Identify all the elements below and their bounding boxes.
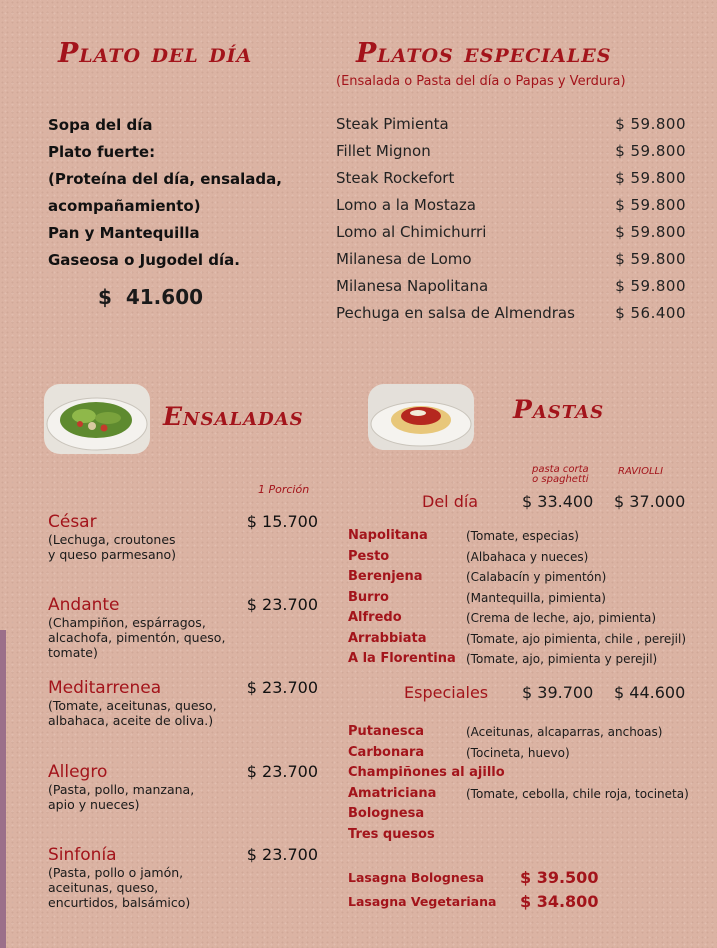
salad-item-andante	[48, 595, 318, 660]
item-name: A la Florentina	[348, 651, 456, 666]
item-desc: albahaca, aceite de oliva.)	[48, 713, 214, 728]
item-name: Meditarrenea	[48, 678, 162, 698]
item-name: Napolitana	[348, 528, 428, 543]
plato-line: Plato fuerte:	[48, 143, 156, 161]
item-desc: (Tomate, cebolla, chile roja, tocineta)	[466, 786, 689, 801]
pasta-especiales-row	[404, 683, 685, 702]
ensaladas-portion-label: 1 Porción	[258, 483, 310, 496]
item-desc: (Tomate, ajo, pimienta y perejil)	[466, 652, 658, 666]
item-name: Milanesa Napolitana	[336, 277, 489, 295]
item-desc: alcachofa, pimentón, queso,	[48, 630, 226, 645]
item-name: Lomo a la Mostaza	[336, 196, 476, 214]
item-desc: apio y nueces)	[48, 797, 140, 812]
price-pasta: $ 33.400	[522, 492, 594, 511]
price-ravioli: $ 44.600	[614, 683, 686, 702]
item-name: Arrabbiata	[348, 630, 427, 646]
salad-item-allegro	[48, 762, 318, 812]
list-item	[348, 763, 689, 784]
pasta-del-dia-row	[422, 492, 685, 511]
plato-line: Pan y Mantequilla	[48, 224, 200, 242]
plato-del-dia-lines	[48, 112, 282, 274]
item-name: Andante	[48, 595, 120, 615]
item-desc: (Crema de leche, ajo, pimienta)	[466, 611, 657, 625]
list-item	[348, 649, 686, 670]
item-name: Allegro	[48, 762, 108, 782]
item-price: $ 34.800	[520, 892, 599, 911]
item-name: Berenjena	[348, 569, 423, 584]
item-price: $ 59.800	[615, 223, 686, 241]
price-ravioli: $ 37.000	[614, 492, 686, 511]
item-desc: (Aceitunas, alcaparras, anchoas)	[466, 725, 663, 739]
pasta-del-dia-list	[348, 526, 686, 670]
item-price: $ 39.500	[520, 868, 599, 887]
item-price: $ 23.700	[246, 678, 318, 697]
list-item	[348, 866, 598, 890]
item-desc: (Tocineta, huevo)	[466, 745, 570, 760]
list-item	[348, 722, 689, 743]
list-item	[336, 192, 686, 219]
item-desc: (Albahaca y nueces)	[466, 549, 589, 564]
platos-especiales-subtitle: (Ensalada o Pasta del día o Papas y Verdura)	[336, 74, 626, 89]
list-item	[336, 246, 686, 273]
item-desc: (Pasta, pollo o jamón,	[48, 865, 184, 880]
item-price: $ 59.800	[615, 196, 686, 214]
item-price: $ 23.700	[246, 595, 318, 614]
item-price: $ 59.800	[615, 142, 686, 160]
pasta-especiales-list	[348, 722, 689, 845]
item-name: Pesto	[348, 548, 390, 564]
list-item	[336, 273, 686, 300]
list-item	[348, 608, 686, 629]
item-price: $ 59.800	[615, 169, 686, 187]
item-price: $ 59.800	[615, 115, 686, 133]
side-accent-bar	[0, 630, 6, 948]
list-item	[348, 825, 689, 846]
item-desc: (Tomate, especias)	[466, 529, 579, 543]
salad-item-cesar	[48, 512, 318, 562]
item-desc: y queso parmesano)	[48, 547, 177, 562]
list-item	[348, 743, 689, 764]
item-price: $ 56.400	[615, 304, 686, 322]
plato-line: (Proteína del día, ensalada,	[48, 170, 282, 188]
item-price: $ 23.700	[246, 762, 318, 781]
platos-especiales-title: Platos especiales	[356, 38, 612, 69]
price-pasta: $ 39.700	[522, 683, 594, 702]
item-desc: (Lechuga, croutones	[48, 532, 176, 547]
item-price: $ 59.800	[615, 277, 686, 295]
item-desc: (Tomate, ajo pimienta, chile , perejil)	[466, 631, 687, 646]
platos-especiales-list	[336, 111, 686, 327]
item-name: Milanesa de Lomo	[336, 250, 472, 268]
salad-item-sinfonia	[48, 845, 318, 910]
list-item	[348, 588, 686, 609]
item-name: Champiñones al ajillo	[348, 765, 505, 780]
section-label: Especiales	[404, 683, 489, 702]
item-name: Fillet Mignon	[336, 142, 431, 160]
section-label: Del día	[422, 492, 479, 511]
list-item	[336, 111, 686, 138]
plato-del-dia-price: $ 41.600	[98, 285, 204, 309]
lasagna-list	[348, 866, 598, 914]
list-item	[348, 567, 686, 588]
salad-item-meditarrenea	[48, 678, 318, 728]
pastas-title: Pastas	[513, 395, 605, 424]
item-name: Tres quesos	[348, 826, 435, 842]
item-price: $ 59.800	[615, 250, 686, 268]
plato-del-dia-title: Plato del día	[58, 38, 253, 69]
item-desc: tomate)	[48, 645, 98, 660]
pasta-col1-label	[532, 465, 589, 485]
list-item	[348, 526, 686, 547]
item-name: Sinfonía	[48, 845, 117, 865]
plato-line: acompañamiento)	[48, 197, 201, 215]
item-price: $ 15.700	[246, 512, 318, 531]
salad-photo	[44, 384, 150, 454]
item-desc: encurtidos, balsámico)	[48, 895, 191, 910]
pasta-photo	[368, 384, 474, 450]
item-desc: (Mantequilla, pimienta)	[466, 590, 606, 605]
item-desc: (Pasta, pollo, manzana,	[48, 782, 195, 797]
item-price: $ 23.700	[246, 845, 318, 864]
col-label-line: o spaghetti	[532, 474, 589, 485]
plato-line: Gaseosa o Jugodel día.	[48, 251, 240, 269]
list-item	[336, 300, 686, 327]
item-name: Putanesca	[348, 724, 425, 739]
list-item	[348, 890, 598, 914]
item-name: Steak Rockefort	[336, 169, 455, 187]
plato-line: Sopa del día	[48, 116, 153, 134]
list-item	[336, 165, 686, 192]
pasta-col2-label: RAVIOLLI	[618, 466, 664, 477]
item-name: Alfredo	[348, 610, 402, 625]
list-item	[336, 219, 686, 246]
item-name: Carbonara	[348, 744, 425, 760]
ensaladas-title: Ensaladas	[163, 402, 304, 431]
item-desc: (Tomate, aceitunas, queso,	[48, 698, 217, 713]
item-name: Steak Pimienta	[336, 115, 449, 133]
item-name: Lomo al Chimichurri	[336, 223, 487, 241]
item-name: Amatriciana	[348, 785, 437, 801]
item-name: Pechuga en salsa de Almendras	[336, 304, 575, 322]
item-desc: aceitunas, queso,	[48, 880, 159, 895]
item-name: Bolognesa	[348, 806, 425, 821]
list-item	[348, 784, 689, 805]
list-item	[348, 804, 689, 825]
item-desc: (Calabacín y pimentón)	[466, 570, 607, 584]
item-name: Burro	[348, 589, 389, 605]
item-name: Lasagna Vegetariana	[348, 894, 497, 909]
item-name: Lasagna Bolognesa	[348, 870, 485, 885]
item-desc: (Champiñon, espárragos,	[48, 615, 206, 630]
list-item	[348, 547, 686, 568]
list-item	[348, 629, 686, 650]
list-item	[336, 138, 686, 165]
col-label-line: pasta corta	[532, 464, 589, 475]
item-name: César	[48, 512, 97, 532]
